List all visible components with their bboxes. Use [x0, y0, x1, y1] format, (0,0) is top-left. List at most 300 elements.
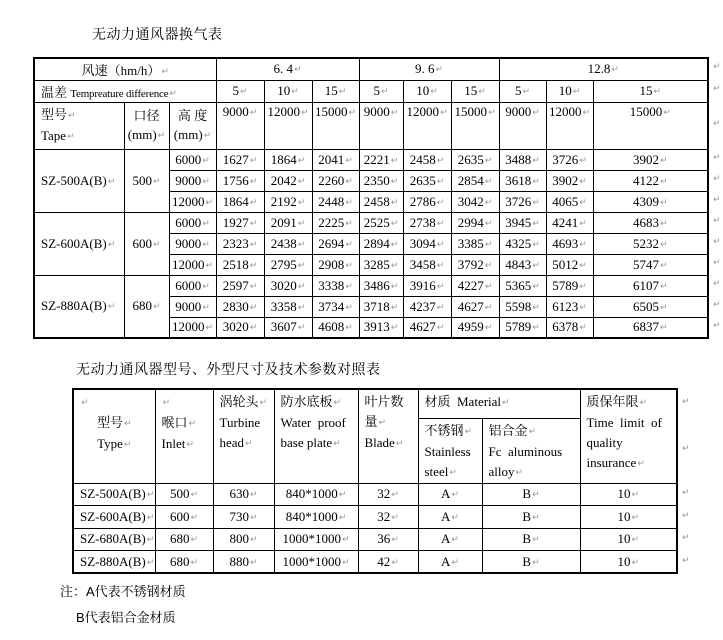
- height-cell-text: 6000: [175, 277, 202, 293]
- row-end-mark: ↵: [713, 215, 721, 226]
- air-exchange-data-row: [34, 275, 708, 296]
- exchange-value-cell-text: 4843: [505, 256, 532, 272]
- exchange-value-cell-text: 2225: [318, 214, 345, 230]
- exchange-value-cell-text: 4627: [457, 298, 484, 314]
- exchange-value-cell: [264, 254, 312, 275]
- paragraph-mark: ↵: [390, 218, 399, 229]
- paragraph-mark: ↵: [205, 323, 214, 334]
- stainless-header-cn: 不锈钢: [424, 422, 464, 438]
- paragraph-mark: ↵: [249, 260, 258, 271]
- paragraph-mark: ↵: [169, 88, 177, 99]
- paragraph-mark: ↵: [259, 398, 268, 408]
- paragraph-mark: ↵: [202, 218, 210, 229]
- temp-value-cell: [499, 80, 546, 102]
- inlet-cell: [155, 483, 213, 506]
- paragraph-mark: ↵: [390, 323, 399, 334]
- blades-cell-text: 32: [377, 486, 391, 502]
- paragraph-mark: ↵: [390, 260, 399, 271]
- diameter-cell: [124, 275, 169, 338]
- height-cell-text: 6000: [175, 214, 202, 230]
- model-cell-text: SZ-680A(B): [80, 531, 146, 547]
- exchange-value-cell: [546, 212, 593, 233]
- height-cell: [169, 275, 216, 296]
- paragraph-mark: ↵: [484, 155, 493, 166]
- exchange-value-cell-text: 3902: [633, 151, 660, 167]
- paragraph-mark: ↵: [146, 490, 155, 501]
- temp-value: 5: [373, 83, 380, 98]
- paragraph-mark: ↵: [532, 557, 540, 568]
- speed-value: 6. 4: [273, 61, 293, 77]
- paragraph-mark: ↵: [660, 239, 668, 250]
- paragraph-mark: ↵: [660, 155, 668, 166]
- exchange-value-cell: [264, 275, 312, 296]
- paragraph-mark: ↵: [660, 218, 668, 229]
- diameter-cell-text: 600: [132, 235, 152, 251]
- plate-cell-text: 840*1000: [285, 486, 338, 502]
- exchange-value-cell-text: 2738: [409, 214, 436, 230]
- row-end-mark: ↵: [713, 152, 721, 163]
- stainless-cell-text: A: [441, 531, 451, 547]
- temp-diff-label-cell: [34, 80, 216, 102]
- exchange-value-cell-text: 2908: [318, 256, 345, 272]
- warranty-cell-text: 10: [617, 508, 631, 524]
- height-cell-text: 9000: [175, 235, 202, 251]
- paragraph-mark: ↵: [190, 512, 199, 523]
- volume-header: 15000: [629, 103, 663, 119]
- plate-cell-text: 840*1000: [285, 508, 338, 524]
- exchange-value-cell: [546, 149, 593, 170]
- warranty-header-cn: 质保年限: [586, 394, 639, 409]
- exchange-value-cell: [451, 149, 499, 170]
- temp-value: 15: [639, 83, 653, 98]
- inlet-cell-text: 600: [169, 508, 190, 524]
- exchange-value-cell-text: 3042: [457, 193, 484, 209]
- blade-header-en: Blade: [364, 435, 395, 450]
- aluminum-header-en2: alloy: [488, 463, 515, 479]
- paragraph-mark: ↵: [522, 87, 531, 97]
- turbine-cell: [213, 483, 274, 506]
- exchange-value-cell: [312, 296, 359, 317]
- paragraph-mark: ↵: [123, 440, 132, 450]
- base-plate-header-en1: Water proof: [280, 415, 346, 430]
- turbine-header-en1: Turbine: [219, 415, 261, 430]
- exchange-value-cell: [451, 254, 499, 275]
- exchange-value-cell: [264, 317, 312, 338]
- row-end-mark: ↵: [713, 257, 721, 268]
- exchange-value-cell-text: 2854: [457, 172, 484, 188]
- exchange-value-cell-text: 2350: [363, 172, 390, 188]
- volume-header-cell: [593, 102, 708, 149]
- paragraph-mark: ↵: [161, 66, 169, 77]
- exchange-value-cell-text: 2458: [409, 151, 436, 167]
- exchange-value-cell-text: 4608: [318, 319, 345, 335]
- paragraph-mark: ↵: [579, 302, 587, 313]
- paragraph-mark: ↵: [67, 131, 75, 142]
- paragraph-mark: ↵: [188, 419, 197, 429]
- height-cell: [169, 233, 216, 254]
- exchange-value-cell-text: 3734: [318, 298, 345, 314]
- exchange-value-cell: [499, 317, 546, 338]
- paragraph-mark: ↵: [464, 426, 473, 437]
- paragraph-mark: ↵: [146, 557, 155, 568]
- paragraph-mark: ↵: [345, 260, 353, 271]
- wind-speed-label: 风速（hm/h）: [81, 62, 161, 78]
- blades-cell: [358, 506, 418, 529]
- exchange-value-cell: [216, 191, 264, 212]
- paragraph-mark: ↵: [435, 65, 444, 76]
- exchange-value-cell: [359, 191, 403, 212]
- paragraph-mark: ↵: [205, 260, 214, 271]
- temp-value: 15: [464, 83, 478, 98]
- diameter-cell-text: 680: [132, 298, 152, 314]
- exchange-value-cell-text: 3607: [270, 319, 297, 335]
- exchange-value-cell-text: 2091: [270, 214, 297, 230]
- paragraph-mark: ↵: [338, 512, 347, 523]
- model-cell-text: SZ-500A(B): [80, 486, 146, 502]
- row-end-mark: ↵: [713, 236, 721, 247]
- spec-table-title: 无动力通风器型号、外型尺寸及技术参数对照表: [76, 361, 381, 377]
- exchange-value-cell: [216, 296, 264, 317]
- exchange-value-cell-text: 4627: [409, 319, 436, 335]
- diameter-cell: [124, 212, 169, 275]
- paragraph-mark: ↵: [249, 557, 258, 568]
- temp-value-cell: [451, 80, 499, 102]
- exchange-value-cell-text: 2635: [409, 172, 436, 188]
- paragraph-mark: ↵: [249, 155, 258, 166]
- paragraph-mark: ↵: [663, 107, 671, 118]
- paragraph-mark: ↵: [205, 197, 214, 208]
- volume-header: 15000: [314, 103, 348, 119]
- paragraph-mark: ↵: [152, 239, 161, 250]
- paragraph-mark: ↵: [249, 512, 258, 523]
- paragraph-mark: ↵: [579, 239, 587, 250]
- exchange-value-cell-text: 2041: [318, 151, 345, 167]
- paragraph-mark: ↵: [484, 218, 493, 229]
- exchange-value-cell-text: 2042: [270, 172, 297, 188]
- row-end-mark: ↵: [713, 118, 721, 129]
- diameter-cell-text: 500: [132, 172, 152, 188]
- paragraph-mark: ↵: [249, 281, 258, 292]
- paragraph-mark: ↵: [333, 439, 341, 449]
- paragraph-mark: ↵: [660, 197, 668, 208]
- exchange-value-cell-text: 2525: [363, 214, 390, 230]
- exchange-value-cell: [499, 296, 546, 317]
- exchange-value-cell-text: 2260: [318, 172, 345, 188]
- exchange-value-cell: [264, 296, 312, 317]
- height-cell-text: 12000: [171, 193, 205, 209]
- speed-value: 9. 6: [415, 61, 435, 77]
- temperature-difference-row: [34, 80, 708, 102]
- paragraph-mark: ↵: [484, 302, 493, 313]
- paragraph-mark: ↵: [249, 323, 258, 334]
- exchange-value-cell-text: 4241: [552, 214, 579, 230]
- paragraph-mark: ↵: [532, 260, 540, 271]
- volume-header: 12000: [406, 103, 439, 119]
- paragraph-mark: ↵: [532, 302, 540, 313]
- paragraph-mark: ↵: [81, 398, 89, 408]
- exchange-value-cell-text: 5789: [505, 319, 532, 335]
- warranty-header-en3: insurance: [586, 455, 637, 470]
- inlet-cell: [155, 506, 213, 529]
- inlet-cell-text: 680: [169, 553, 190, 569]
- paragraph-mark: ↵: [637, 459, 645, 469]
- exchange-value-cell-text: 3488: [505, 151, 532, 167]
- exchange-value-cell: [359, 233, 403, 254]
- exchange-value-cell: [593, 191, 708, 212]
- height-cell-text: 9000: [175, 172, 202, 188]
- paragraph-mark: ↵: [579, 323, 587, 334]
- paragraph-mark: ↵: [202, 281, 210, 292]
- paragraph-mark: ↵: [579, 260, 587, 271]
- paragraph-mark: ↵: [440, 107, 448, 118]
- warranty-header-cell: [580, 389, 677, 483]
- stainless-cell-text: A: [441, 508, 451, 524]
- exchange-value-cell: [451, 191, 499, 212]
- paragraph-mark: ↵: [532, 176, 540, 187]
- warranty-cell-text: 10: [617, 553, 631, 569]
- exchange-value-cell-text: 6378: [552, 319, 579, 335]
- turbine-cell: [213, 551, 274, 574]
- exchange-value-cell-text: 4683: [633, 214, 660, 230]
- exchange-value-cell: [593, 296, 708, 317]
- inlet-cell-text: 680: [169, 531, 190, 547]
- model-cell-text: SZ-880A(B): [80, 553, 146, 569]
- model-header-cn: 型号: [41, 106, 68, 122]
- paragraph-mark: ↵: [532, 323, 540, 334]
- temp-value-cell: [546, 80, 593, 102]
- paragraph-mark: ↵: [68, 110, 76, 121]
- exchange-value-cell-text: 2221: [363, 151, 390, 167]
- paragraph-mark: ↵: [249, 239, 258, 250]
- paragraph-mark: ↵: [297, 197, 306, 208]
- paragraph-mark: ↵: [391, 512, 399, 523]
- exchange-value-cell: [264, 149, 312, 170]
- exchange-value-cell: [451, 170, 499, 191]
- exchange-value-cell: [451, 233, 499, 254]
- diameter-header-cn: 口径: [133, 107, 160, 123]
- paragraph-mark: ↵: [345, 323, 353, 334]
- aluminum-cell-text: B: [522, 553, 532, 569]
- paragraph-mark: ↵: [190, 557, 199, 568]
- exchange-value-cell: [451, 275, 499, 296]
- exchange-value-cell-text: 3458: [409, 256, 436, 272]
- model-cell-text: SZ-500A(B): [41, 172, 107, 188]
- exchange-value-cell: [359, 296, 403, 317]
- paragraph-mark: ↵: [660, 176, 668, 187]
- stainless-cell-text: A: [441, 486, 451, 502]
- exchange-value-cell-text: 3726: [505, 193, 532, 209]
- blades-cell: [358, 483, 418, 506]
- exchange-value-cell-text: 3094: [409, 235, 436, 251]
- paragraph-mark: ↵: [390, 239, 399, 250]
- inlet-cell-text: 500: [169, 486, 190, 502]
- exchange-value-cell-text: 3385: [457, 235, 484, 251]
- height-cell: [169, 149, 216, 170]
- exchange-value-cell-text: 3792: [457, 256, 484, 272]
- turbine-cell-text: 630: [229, 486, 249, 502]
- exchange-value-cell: [499, 233, 546, 254]
- stainless-cell-text: A: [441, 553, 451, 569]
- paragraph-mark: ↵: [190, 490, 199, 501]
- paragraph-mark: ↵: [582, 107, 591, 118]
- paragraph-mark: ↵: [249, 197, 258, 208]
- paragraph-mark: ↵: [202, 239, 210, 250]
- paragraph-mark: ↵: [660, 281, 668, 292]
- exchange-value-cell-text: 4693: [552, 235, 579, 251]
- note-line-a: 注：A代表不锈钢材质: [60, 584, 186, 599]
- row-end-mark: ↵: [713, 194, 721, 205]
- exchange-value-cell-text: 2795: [270, 256, 297, 272]
- spec-data-row: [73, 528, 677, 551]
- paragraph-mark: ↵: [488, 107, 496, 118]
- exchange-value-cell: [451, 212, 499, 233]
- spec-data-row: [73, 551, 677, 574]
- exchange-value-cell: [499, 212, 546, 233]
- paragraph-mark: ↵: [502, 398, 510, 408]
- row-end-mark: ↵: [713, 84, 721, 94]
- exchange-value-cell-text: 2448: [318, 193, 345, 209]
- base-plate-header-en2: base plate: [280, 435, 333, 450]
- exchange-value-cell: [546, 296, 593, 317]
- blade-count-header-cell: [358, 389, 418, 483]
- exchange-value-cell: [312, 191, 359, 212]
- exchange-value-cell-text: 3945: [505, 214, 532, 230]
- paragraph-mark: ↵: [449, 467, 457, 478]
- material-header-cell: [418, 389, 580, 418]
- paragraph-mark: ↵: [146, 535, 155, 546]
- exchange-value-cell: [403, 296, 451, 317]
- exchange-value-cell: [546, 317, 593, 338]
- exchange-value-cell: [359, 254, 403, 275]
- row-end-mark: ↵: [713, 320, 721, 331]
- paragraph-mark: ↵: [436, 218, 445, 229]
- paragraph-mark: ↵: [249, 302, 258, 313]
- exchange-value-cell-text: 2518: [222, 256, 249, 272]
- paragraph-mark: ↵: [639, 398, 648, 408]
- temp-value-cell: [403, 80, 451, 102]
- paragraph-mark: ↵: [297, 323, 306, 334]
- stainless-cell: [418, 551, 482, 574]
- exchange-value-cell-text: 2786: [409, 193, 436, 209]
- row-end-mark: ↵: [713, 299, 721, 310]
- aluminum-cell: [482, 483, 580, 506]
- paragraph-mark: ↵: [293, 65, 302, 76]
- paragraph-mark: ↵: [532, 281, 540, 292]
- exchange-value-cell: [216, 149, 264, 170]
- exchange-value-cell-text: 3338: [318, 277, 345, 293]
- paragraph-mark: ↵: [478, 87, 486, 97]
- volume-header-cell: [451, 102, 499, 149]
- paragraph-mark: ↵: [378, 418, 387, 428]
- paragraph-mark: ↵: [484, 197, 493, 208]
- row-end-mark: ↵: [682, 396, 690, 407]
- spec-data-row: [73, 506, 677, 529]
- exchange-value-cell: [499, 191, 546, 212]
- paragraph-mark: ↵: [202, 302, 210, 313]
- paragraph-mark: ↵: [436, 323, 445, 334]
- exchange-value-cell: [216, 170, 264, 191]
- temp-diff-label-cn: 温差: [41, 84, 68, 100]
- paragraph-mark: ↵: [451, 557, 459, 568]
- warranty-cell-text: 10: [617, 531, 631, 547]
- exchange-value-cell: [359, 275, 403, 296]
- exchange-value-cell-text: 2830: [222, 298, 249, 314]
- paragraph-mark: ↵: [532, 107, 540, 118]
- height-cell: [169, 254, 216, 275]
- exchange-value-cell: [312, 254, 359, 275]
- exchange-value-cell: [216, 275, 264, 296]
- exchange-value-cell: [499, 149, 546, 170]
- blades-cell: [358, 551, 418, 574]
- exchange-value-cell: [546, 254, 593, 275]
- wind-speed-row: [34, 58, 708, 80]
- air-exchange-data-row: [34, 212, 708, 233]
- exchange-value-cell-text: 3726: [552, 151, 579, 167]
- diameter-header-unit: (mm): [127, 126, 157, 142]
- warranty-header-en1: Time limit of: [586, 415, 662, 430]
- paragraph-mark: ↵: [436, 239, 445, 250]
- exchange-value-cell: [403, 212, 451, 233]
- volume-header: 15000: [454, 103, 488, 119]
- exchange-value-cell-text: 2192: [270, 193, 297, 209]
- paragraph-mark: ↵: [436, 155, 445, 166]
- paragraph-mark: ↵: [300, 107, 309, 118]
- turbine-cell: [213, 528, 274, 551]
- row-end-mark: ↵: [682, 555, 690, 566]
- aluminum-cell: [482, 506, 580, 529]
- paragraph-mark: ↵: [631, 490, 640, 501]
- paragraph-mark: ↵: [430, 87, 438, 97]
- stainless-cell: [418, 483, 482, 506]
- paragraph-mark: ↵: [484, 239, 493, 250]
- paragraph-mark: ↵: [341, 557, 350, 568]
- air-exchange-data-row: [34, 149, 708, 170]
- exchange-value-cell: [216, 254, 264, 275]
- note-line-b: B代表铝合金材质: [76, 610, 176, 625]
- exchange-value-cell: [403, 191, 451, 212]
- paragraph-mark: ↵: [579, 155, 587, 166]
- paragraph-mark: ↵: [345, 218, 353, 229]
- spec-table-body: [73, 483, 677, 573]
- exchange-value-cell: [312, 233, 359, 254]
- temp-diff-label-en: Tempreature difference: [70, 87, 169, 100]
- turbine-cell-text: 800: [229, 531, 249, 547]
- model-cell: [73, 483, 155, 506]
- paragraph-mark: ↵: [338, 87, 347, 97]
- exchange-value-cell-text: 3902: [552, 172, 579, 188]
- exchange-value-cell-text: 4309: [633, 193, 660, 209]
- turbine-cell-text: 730: [229, 508, 249, 524]
- exchange-value-cell-text: 2894: [363, 235, 390, 251]
- exchange-value-cell: [312, 149, 359, 170]
- exchange-value-cell-text: 3718: [363, 298, 390, 314]
- turbine-header-cell: [213, 389, 274, 483]
- blade-header-cn2: 量: [364, 414, 378, 429]
- exchange-value-cell-text: 3285: [363, 256, 390, 272]
- paragraph-mark: ↵: [451, 512, 459, 523]
- exchange-value-cell: [451, 317, 499, 338]
- paragraph-mark: ↵: [390, 197, 399, 208]
- paragraph-mark: ↵: [345, 176, 353, 187]
- exchange-value-cell-text: 4325: [505, 235, 532, 251]
- exchange-value-cell: [499, 170, 546, 191]
- paragraph-mark: ↵: [202, 155, 210, 166]
- exchange-value-cell-text: 3486: [363, 277, 390, 293]
- volume-header: 9000: [222, 103, 249, 119]
- aluminum-cell: [482, 551, 580, 574]
- aluminum-header-en1: Fc aluminous: [488, 443, 563, 459]
- model-cell: [73, 506, 155, 529]
